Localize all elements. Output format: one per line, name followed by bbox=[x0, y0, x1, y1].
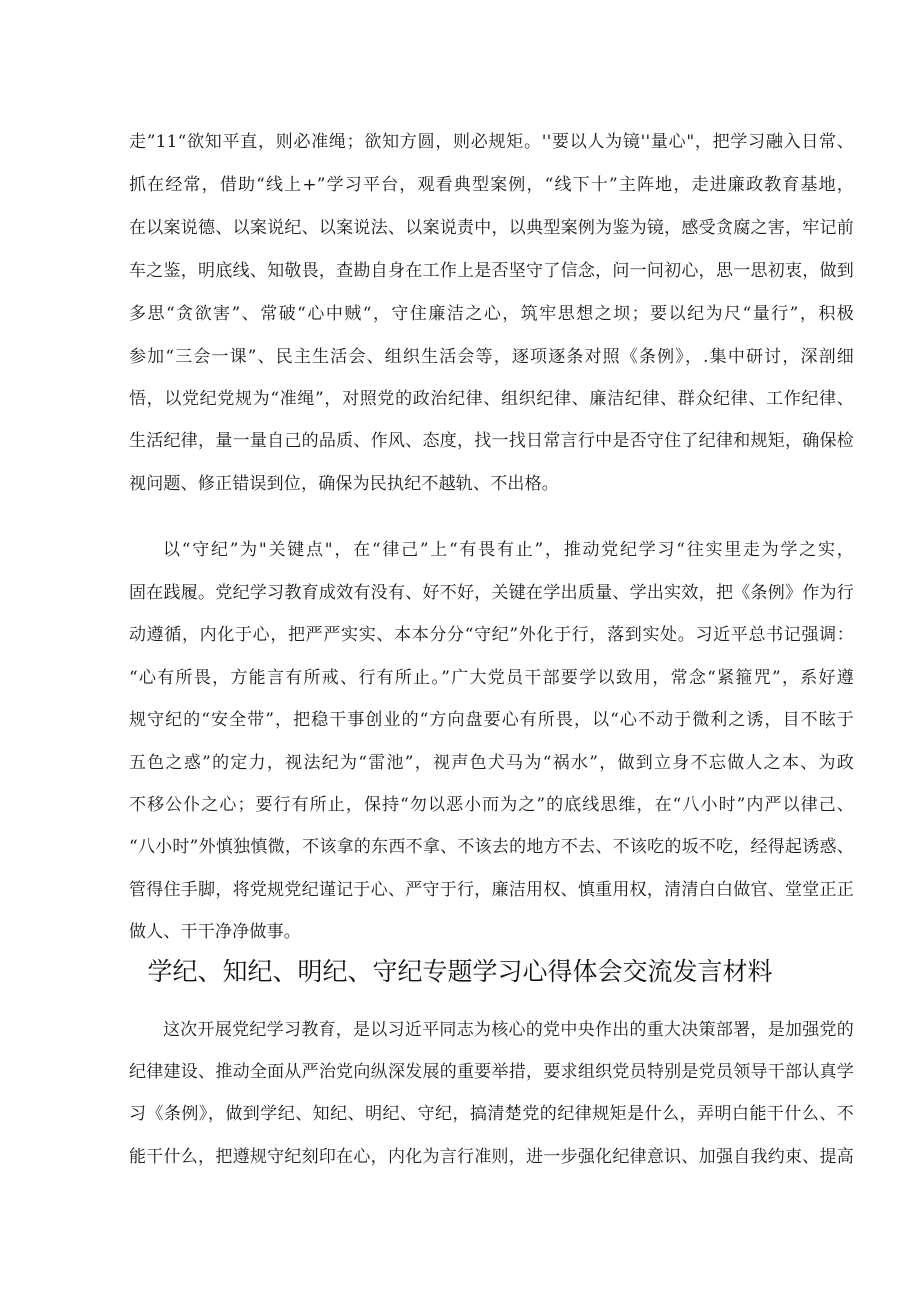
paragraph-1-line-4: 车之鉴，明底线、知敬畏，查勘自身在工作上是否坚守了信念，问一问初心，思一思初衷，做到 bbox=[129, 261, 854, 281]
paragraph-3-line-2: 纪律建设、推动全面从严治党向纵深发展的重要举措，要求组织党员特别是党员领导干部认真学 bbox=[129, 1062, 854, 1082]
paragraph-2-line-6: 五色之惑”的定力，视法纪为“雷池”，视声色犬马为“祸水”，做到立身不忘做人之本、为政 bbox=[129, 753, 854, 773]
paragraph-1-line-9: 视问题、修正错误到位，确保为民执纪不越轨、不出格。 bbox=[129, 474, 559, 494]
paragraph-2-line-3: 动遵循，内化于心，把严严实实、本本分分“守纪”外化于行，落到实处。习近平总书记强调： bbox=[129, 625, 854, 645]
paragraph-1-line-2: 抓在经常，借助“线上+”学习平台，观看典型案例，“线下十”主阵地，走进廉政教育基地， bbox=[129, 175, 854, 195]
paragraph-2-line-10: 做人、干干净净做事。 bbox=[129, 922, 301, 942]
paragraph-3-line-4: 能干什么，把遵规守纪刻印在心，内化为言行准则，进一步强化纪律意识、加强自我约束、提高 bbox=[129, 1147, 854, 1167]
paragraph-2-line-4: “心有所畏，方能言有所戒、行有所止。”广大党员干部要学以致用，常念“紧箍咒”，系好遵 bbox=[129, 668, 854, 688]
paragraph-2-line-2: 固在践履。党纪学习教育成效有没有、好不好，关键在学出质量、学出实效，把《条例》作为行 bbox=[129, 583, 854, 603]
paragraph-3-line-3: 习《条例》，做到学纪、知纪、明纪、守纪，搞清楚党的纪律规矩是什么，弄明白能干什么、不 bbox=[129, 1104, 854, 1124]
section-heading: 学纪、知纪、明纪、守纪专题学习心得体会交流发言材料 bbox=[147, 957, 773, 986]
paragraph-1-line-5: 多思“贪欲害”、常破“心中贼“，守住廉洁之心，筑牢思想之坝；要以纪为尺“量行”，积极 bbox=[129, 304, 854, 324]
paragraph-2-line-9: 管得住手脚，将党规党纪谨记于心、严守于行，廉洁用权、慎重用权，清清白白做官、堂堂正正 bbox=[129, 880, 854, 900]
paragraph-1-line-6: 参加“三会一课”、民主生活会、组织生活会等，逐项逐条对照《条例》，.集中研讨，深剖细 bbox=[129, 347, 854, 367]
paragraph-2-line-1: 以“守纪”为"关键点"，在“律己”上“有畏有止”，推动党纪学习“往实里走为学之实， bbox=[163, 540, 854, 560]
paragraph-2-line-7: 不移公仆之心；要行有所止，保持“勿以恶小而为之”的底线思维，在“八小时”内严以律己、 bbox=[129, 795, 854, 815]
paragraph-3-line-1: 这次开展党纪学习教育，是以习近平同志为核心的党中央作出的重大决策部署，是加强党的 bbox=[163, 1020, 854, 1040]
paragraph-1-line-7: 悟，以党纪党规为“准绳”，对照党的政治纪律、组织纪律、廉洁纪律、群众纪律、工作纪律、 bbox=[129, 389, 854, 409]
paragraph-1-line-8: 生活纪律，量一量自己的品质、作风、态度，找一找日常言行中是否守住了纪律和规矩，确保检 bbox=[129, 431, 854, 451]
paragraph-2-line-5: 规守纪的“安全带”，把稳干事创业的“方向盘要心有所畏，以“心不动于微利之诱，目不眩于 bbox=[129, 710, 854, 730]
paragraph-2-line-8: “八小时”外慎独慎微，不该拿的东西不拿、不该去的地方不去、不该吃的坂不吃，经得起诱惑、 bbox=[129, 837, 854, 857]
paragraph-1-line-3: 在以案说德、以案说纪、以案说法、以案说责中，以典型案例为鉴为镜，感受贪腐之害，牢记前 bbox=[129, 218, 854, 238]
paragraph-1-line-1: 走”11“欲知平直，则必准绳；欲知方圆，则必规矩。''要以人为镜''量心"，把学习融入日常、 bbox=[129, 132, 854, 152]
